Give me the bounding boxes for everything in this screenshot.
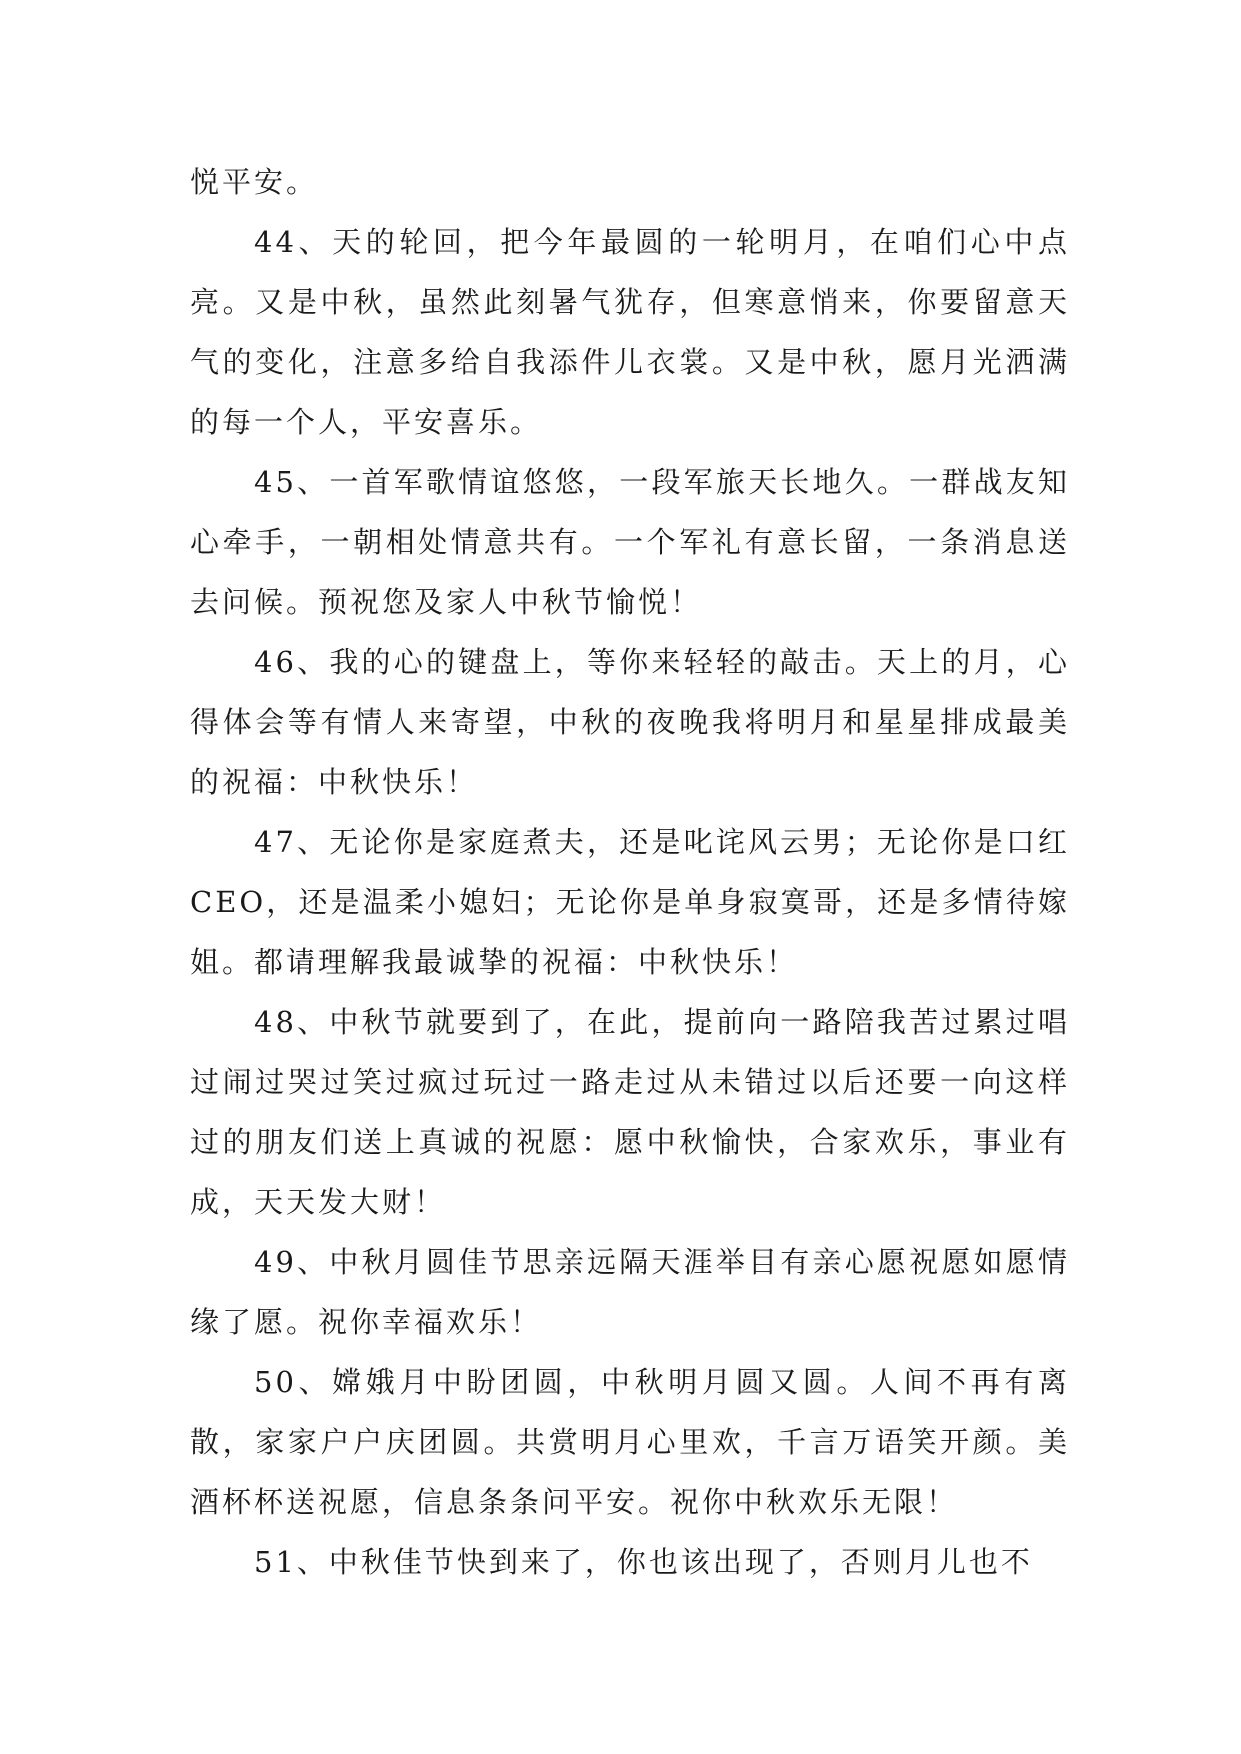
paragraph-50: 50、嫦娥月中盼团圆，中秋明月圆又圆。人间不再有离散，家家户户庆团圆。共赏明月心里欢，千言万语笑开颜。美酒杯杯送祝愿，信息条条问平安。祝你中秋欢乐无限！ (190, 1365, 1070, 1519)
paragraph-44: 44、天的轮回，把今年最圆的一轮明月，在咱们心中点亮。又是中秋，虽然此刻暑气犹存，但寒意悄来，你要留意天气的变化，注意多给自我添件儿衣裳。又是中秋，愿月光洒满的每一个人，平安喜乐。 (190, 225, 1070, 439)
paragraph-49: 49、中秋月圆佳节思亲远隔天涯举目有亲心愿祝愿如愿情缘了愿。祝你幸福欢乐！ (190, 1245, 1070, 1339)
paragraph-43-continuation: 悦平安。 (190, 165, 319, 199)
paragraph-45: 45、一首军歌情谊悠悠，一段军旅天长地久。一群战友知心牵手，一朝相处情意共有。一个军礼有意长留，一条消息送去问候。预祝您及家人中秋节愉悦！ (190, 465, 1070, 619)
paragraph-48: 48、中秋节就要到了，在此，提前向一路陪我苦过累过唱过闹过哭过笑过疯过玩过一路走过从未错过以后还要一向这样过的朋友们送上真诚的祝愿：愿中秋愉快，合家欢乐，事业有成，天天发大财！ (190, 1005, 1070, 1219)
paragraph-51-start: 51、中秋佳节快到来了，你也该出现了，否则月儿也不 (254, 1545, 1033, 1579)
document-body (190, 152, 1070, 1592)
paragraph-46: 46、我的心的键盘上，等你来轻轻的敲击。天上的月，心得体会等有情人来寄望，中秋的夜晚我将明月和星星排成最美的祝福：中秋快乐！ (190, 645, 1070, 799)
paragraph-47: 47、无论你是家庭煮夫，还是叱诧风云男；无论你是口红CEO，还是温柔小媳妇；无论你是单身寂寞哥，还是多情待嫁姐。都请理解我最诚挚的祝福：中秋快乐！ (190, 825, 1070, 979)
